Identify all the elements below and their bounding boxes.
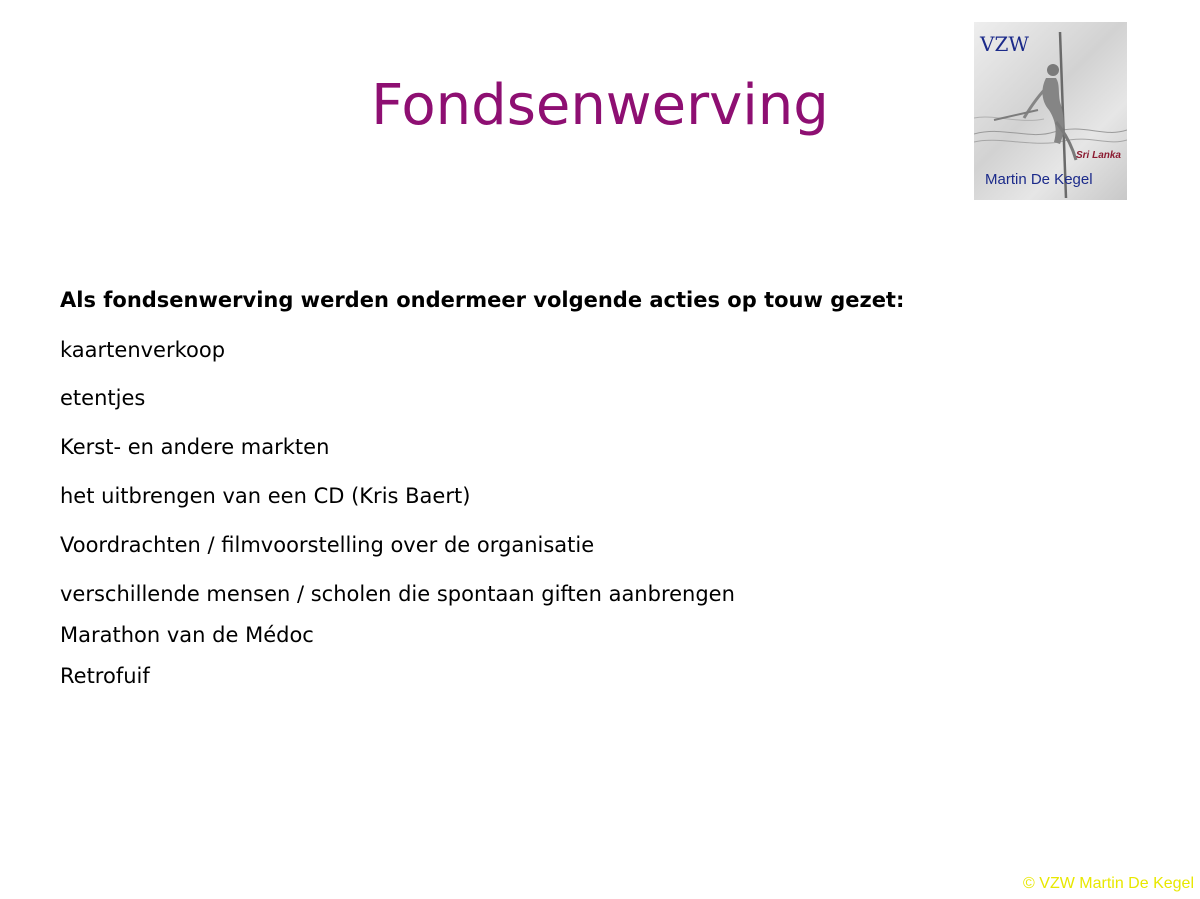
list-item: Retrofuif: [60, 664, 150, 688]
list-item: verschillende mensen / scholen die spontaan giften aanbrengen: [60, 582, 735, 606]
copyright-notice: © VZW Martin De Kegel: [1023, 875, 1194, 892]
logo-name-text: Martin De Kegel: [985, 171, 1093, 188]
logo-region-text: Sri Lanka: [1075, 150, 1121, 161]
list-item: etentjes: [60, 386, 146, 410]
list-item: kaartenverkoop: [60, 338, 226, 362]
organization-logo: [974, 22, 1127, 200]
list-item: Voordrachten / filmvoorstelling over de organisatie: [60, 533, 595, 557]
intro-text: Als fondsenwerving werden ondermeer volgende acties op touw gezet:: [60, 288, 905, 312]
logo-vzw-text: VZW: [980, 32, 1029, 56]
slide-title: Fondsenwerving: [371, 73, 829, 138]
list-item: het uitbrengen van een CD (Kris Baert): [60, 484, 471, 508]
list-item: Kerst- en andere markten: [60, 435, 330, 459]
list-item: Marathon van de Médoc: [60, 623, 314, 647]
